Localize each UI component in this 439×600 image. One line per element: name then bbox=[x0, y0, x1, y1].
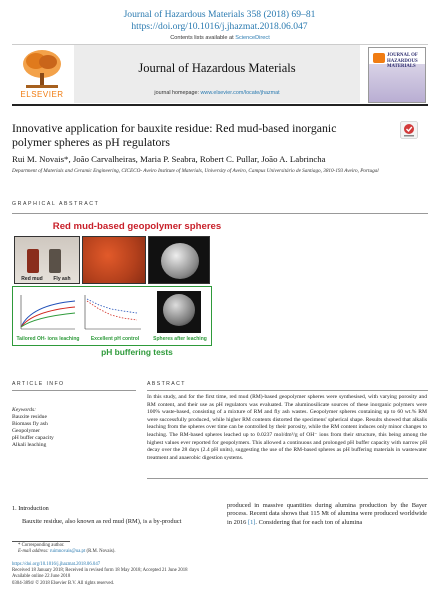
keywords-heading: Keywords: bbox=[12, 407, 37, 413]
abstract-text: In this study, and for the first time, red mud (RM)-based geopolymer spheres were synthesised, with varying porosity and RM content, and their use as pH regulators was evaluated. The aluminosilicate sources of these inorganic polymers were 100% waste-based, consisting of a mixture of RM and fly ash wastes. Geopolymer spheres containing up to 60 wt.% RM were successfully produced, while higher RM contents distorted the specimens' spherical shape. Results showed that alkalis leaching from the spheres over time can be controlled by their porosity, while the RM content induces only minor changes to leaching. The RM-based spheres leached up to 0.0237 mol/dm³/g of OH⁻ ions from their structure, this being among the highest values ever reported for geopolymers. This allowed a continuous and prolonged pH buffer capacity with narrow pH decay over the 28 days (2.4 pH units), suggesting the use of the RM-based spheres as pH buffering materials in wastewater treatment and anaerobic digestion systems. bbox=[147, 394, 427, 461]
journal-header bbox=[12, 35, 428, 107]
sciencedirect-link[interactable]: ScienceDirect bbox=[235, 35, 270, 41]
keyword: pH buffer capacity bbox=[12, 435, 54, 442]
photo-label-fly-ash: Fly ash bbox=[53, 276, 71, 282]
graphical-abstract-divider bbox=[12, 213, 428, 214]
photo-label-red-mud: Red mud bbox=[21, 276, 43, 282]
cover-logo-icon bbox=[373, 53, 385, 63]
keywords-list bbox=[12, 407, 54, 450]
journal-title: Journal of Hazardous Materials bbox=[138, 61, 296, 75]
introduction-heading: 1. Introduction bbox=[12, 505, 49, 512]
article-footer bbox=[12, 562, 188, 587]
footer-doi[interactable]: https://doi.org/10.1016/j.jhazmat.2018.06.047 bbox=[12, 562, 101, 567]
footnote-divider bbox=[12, 541, 70, 542]
journal-homepage: journal homepage: www.elsevier.com/locate/jhazmat bbox=[154, 90, 280, 96]
email-link[interactable]: ruimnovais@ua.pt bbox=[49, 549, 86, 555]
keyword: Alkali leaching bbox=[12, 442, 47, 449]
raw-materials-photo bbox=[14, 236, 80, 284]
introduction-paragraph-continued: produced in massive quantities during alumina production by the Bayer process. Recent data shows that 115 Mt of alumina were produced worldwide in 2016 [1]. Considering that for each ton of alumina bbox=[227, 502, 427, 526]
panel-label-leaching: Tailored OH- ions leaching bbox=[16, 336, 80, 342]
abstract-end-divider bbox=[147, 478, 428, 479]
crossmark-icon[interactable] bbox=[400, 121, 418, 139]
article-affiliation: Department of Materials and Ceramic Engineering, CICECO- Aveiro Institute of Materials, University of Aveiro, Campus Universitário de Santiago, 3810-193 Aveiro, Portugal bbox=[12, 168, 379, 174]
graphical-abstract-heading: GRAPHICAL ABSTRACT bbox=[12, 201, 100, 207]
article-title: Innovative application for bauxite residue: Red mud-based inorganic polymer spheres as pH regulators bbox=[12, 121, 337, 150]
article-authors: Rui M. Novais*, João Carvalheiras, Maria P. Seabra, Robert C. Pullar, João A. Labrincha bbox=[12, 154, 326, 164]
elsevier-tree-icon bbox=[16, 47, 68, 91]
header-band bbox=[12, 44, 428, 102]
contents-line: Contents lists available at ScienceDirect bbox=[170, 35, 270, 41]
footer-copyright: 0304-3894/ © 2018 Elsevier B.V. All rights reserved. bbox=[12, 580, 115, 586]
header-divider bbox=[12, 104, 428, 106]
publisher-name: ELSEVIER bbox=[20, 90, 64, 99]
cover-title: JOURNAL OF HAZARDOUS MATERIALS bbox=[387, 53, 418, 69]
graphical-abstract-title: Red mud-based geopolymer spheres bbox=[52, 221, 222, 232]
journal-reference bbox=[0, 9, 439, 32]
graphical-abstract bbox=[12, 218, 262, 360]
sem-sphere-image bbox=[148, 236, 210, 284]
graphical-abstract-caption: pH buffering tests bbox=[101, 347, 173, 357]
ph-results-panel bbox=[12, 286, 212, 346]
footer-available: Available online 22 June 2018 bbox=[12, 574, 71, 580]
journal-citation: Journal of Hazardous Materials 358 (2018) 69–81 bbox=[123, 9, 316, 20]
ph-control-plot-icon bbox=[81, 293, 143, 333]
leaching-curves-icon bbox=[17, 293, 77, 333]
keyword: Geopolymer bbox=[12, 428, 40, 435]
panel-label-spheres-after: Spheres after leaching bbox=[153, 336, 207, 342]
abstract-heading: ABSTRACT bbox=[147, 381, 186, 387]
corresponding-author-note: * Corresponding author. bbox=[18, 543, 65, 548]
citation-link[interactable]: [1] bbox=[247, 518, 256, 526]
keyword: Bauxite residue bbox=[12, 414, 47, 421]
footer-history: Received 18 January 2018; Received in revised form 18 May 2018; Accepted 21 June 2018 bbox=[12, 568, 188, 574]
article-info-heading: ARTICLE INFO bbox=[12, 381, 65, 387]
journal-cover-thumbnail bbox=[368, 47, 426, 103]
footnote bbox=[12, 543, 116, 555]
spheres-photo bbox=[82, 236, 146, 284]
homepage-link[interactable]: www.elsevier.com/locate/jhazmat bbox=[200, 90, 280, 96]
author-email: E-mail address: ruimnovais@ua.pt (R.M. Novais). bbox=[18, 549, 116, 555]
elsevier-logo bbox=[16, 47, 68, 99]
journal-doi[interactable]: https://doi.org/10.1016/j.jhazmat.2018.06.047 bbox=[131, 20, 308, 32]
panel-label-ph-control: Excellent pH control bbox=[90, 336, 140, 342]
abstract-divider bbox=[147, 390, 428, 391]
journal-banner bbox=[74, 45, 360, 103]
sem-after-leaching bbox=[157, 291, 201, 333]
introduction-paragraph: Bauxite residue, also known as red mud (RM), is a by-product bbox=[22, 518, 182, 525]
keyword: Biomass fly ash bbox=[12, 421, 48, 428]
article-info-divider bbox=[12, 390, 136, 391]
